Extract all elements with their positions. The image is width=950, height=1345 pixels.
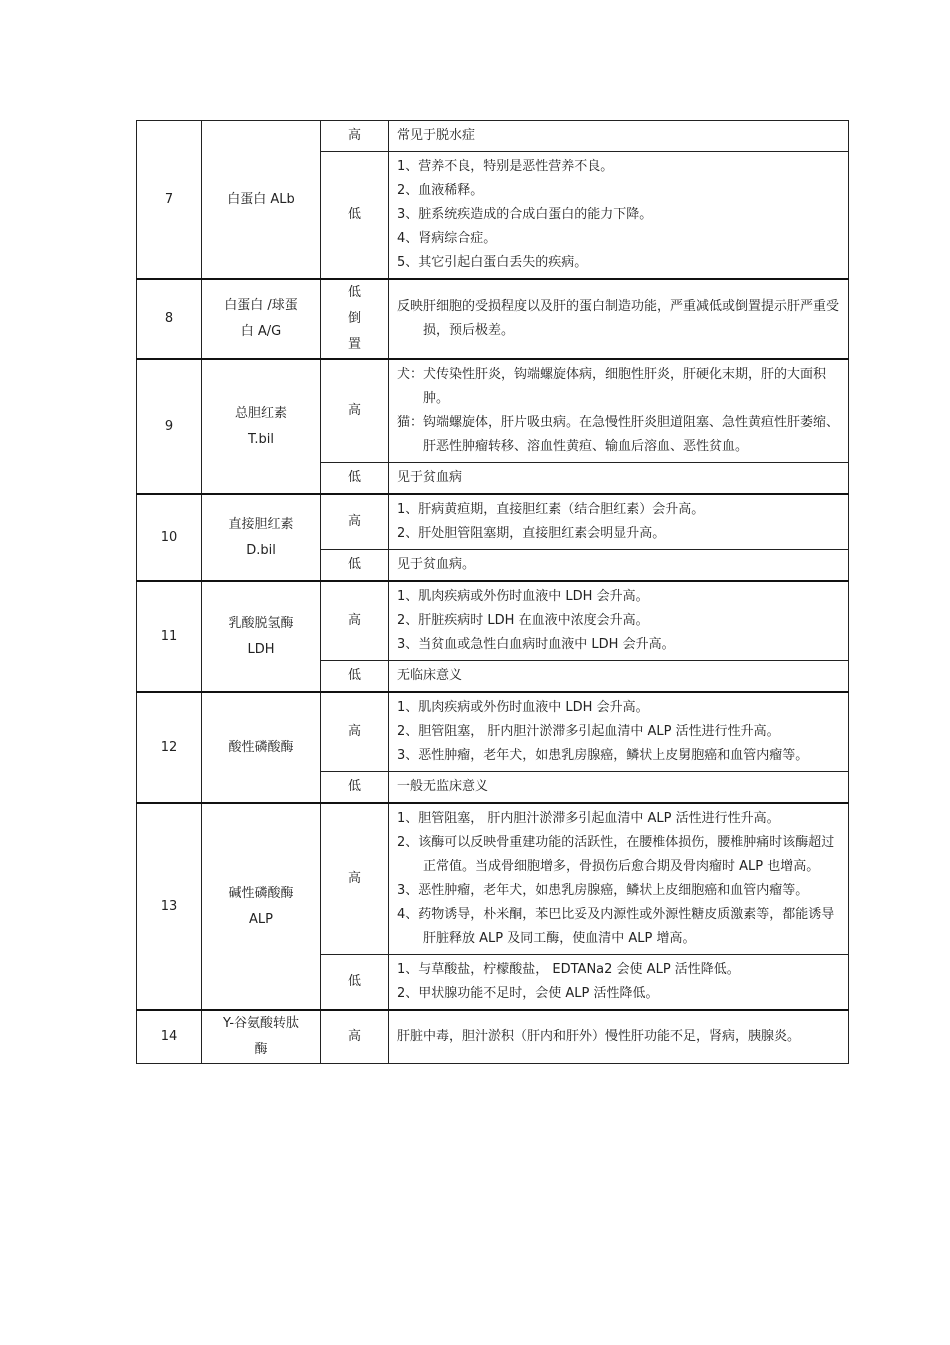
table-row xyxy=(137,581,849,661)
clinical-significance xyxy=(389,463,849,495)
test-name xyxy=(202,494,321,581)
test-name xyxy=(202,581,321,692)
result-level-char: 低 xyxy=(347,207,361,222)
result-level xyxy=(321,463,389,495)
result-level-char: 高 xyxy=(347,871,361,886)
significance-item: 2、肝脏疾病时 LDH 在血液中浓度会升高。 xyxy=(397,613,649,628)
test-name-line: 酸性磷酸酶 xyxy=(228,739,294,755)
clinical-significance xyxy=(389,1010,849,1064)
significance-item: 反映肝细胞的受损程度以及肝的蛋白制造功能，严重减低或倒置提示肝严重受损，预后极差。 xyxy=(397,299,840,338)
test-name-line: Y-谷氨酸转肽 xyxy=(222,1016,300,1031)
significance-item: 常见于脱水症 xyxy=(397,128,476,143)
result-level-char: 高 xyxy=(347,613,361,628)
test-name-line: 酶 xyxy=(254,1042,268,1057)
significance-item: 见于贫血病。 xyxy=(397,557,476,572)
significance-item: 2、该酶可以反映骨重建功能的活跃性，在腰椎体损伤，腰椎肿痛时该酶超过正常值。当成骨细胞增多，骨损伤后愈合期及骨肉瘤时 ALP 也增高。 xyxy=(397,835,835,874)
test-name-line: T.bil xyxy=(247,431,274,447)
clinical-significance xyxy=(389,359,849,463)
result-level xyxy=(321,279,389,359)
significance-item: 5、其它引起白蛋白丢失的疾病。 xyxy=(397,255,588,270)
result-level-char: 低 xyxy=(347,557,361,572)
significance-item: 见于贫血病 xyxy=(397,470,463,485)
result-level xyxy=(321,772,389,804)
test-name-line: 总胆红素 xyxy=(234,405,287,421)
significance-item: 1、营养不良，特别是恶性营养不良。 xyxy=(397,159,614,174)
result-level-char: 倒 xyxy=(347,311,361,326)
result-level-char: 高 xyxy=(347,724,361,739)
significance-item: 猫：钩端螺旋体，肝片吸虫病。在急慢性肝炎胆道阻塞、急性黄疸性肝萎缩、肝恶性肿瘤转移、溶血性黄疸、输血后溶血、恶性贫血。 xyxy=(397,415,840,454)
significance-item: 3、脏系统疾造成的合成白蛋白的能力下降。 xyxy=(397,207,653,222)
result-level-char: 高 xyxy=(347,514,361,529)
result-level-char: 高 xyxy=(347,1029,361,1044)
significance-item: 3、恶性肿瘤，老年犬，如患乳房腺癌，鳞状上皮细胞癌和血管内瘤等。 xyxy=(397,883,809,898)
clinical-significance xyxy=(389,494,849,550)
test-name-line: D.bil xyxy=(246,542,276,558)
result-level xyxy=(321,494,389,550)
result-level-char: 低 xyxy=(347,285,361,300)
test-name xyxy=(202,279,321,359)
significance-item: 1、肝病黄疸期，直接胆红素（结合胆红素）会升高。 xyxy=(397,502,705,517)
clinical-significance xyxy=(389,772,849,804)
test-name-line: ALP xyxy=(249,911,273,927)
item-number: 8 xyxy=(137,279,202,359)
test-name-line: 白 A/G xyxy=(240,324,282,339)
clinical-significance xyxy=(389,550,849,582)
result-level-char: 低 xyxy=(347,779,361,794)
clinical-significance xyxy=(389,803,849,955)
significance-item: 2、甲状腺功能不足时，会使 ALP 活性降低。 xyxy=(397,986,659,1001)
test-name-line: 碱性磷酸酶 xyxy=(228,885,294,901)
result-level xyxy=(321,661,389,693)
result-level xyxy=(321,359,389,463)
item-number: 12 xyxy=(137,692,202,803)
significance-item: 1、胆管阻塞， 肝内胆汁淤滞多引起血清中 ALP 活性进行性升高。 xyxy=(397,811,780,826)
item-number: 11 xyxy=(137,581,202,692)
clinical-significance xyxy=(389,661,849,693)
significance-item: 2、肝处胆管阻塞期，直接胆红素会明显升高。 xyxy=(397,526,666,541)
item-number: 13 xyxy=(137,803,202,1010)
significance-item: 1、肌肉疾病或外伤时血液中 LDH 会升高。 xyxy=(397,589,649,604)
clinical-significance xyxy=(389,581,849,661)
test-name-line: 乳酸脱氢酶 xyxy=(228,615,294,631)
clinical-significance xyxy=(389,279,849,359)
result-level-char: 高 xyxy=(347,128,361,143)
table-row xyxy=(137,121,849,152)
table-row xyxy=(137,494,849,550)
result-level xyxy=(321,1010,389,1064)
clinical-significance xyxy=(389,692,849,772)
significance-item: 无临床意义 xyxy=(397,668,463,683)
item-number: 7 xyxy=(137,121,202,280)
item-number: 14 xyxy=(137,1010,202,1064)
result-level-char: 低 xyxy=(347,668,361,683)
significance-item: 2、血液稀释。 xyxy=(397,183,484,198)
result-level-char: 低 xyxy=(347,974,361,989)
significance-item: 4、肾病综合症。 xyxy=(397,231,497,246)
significance-item: 1、肌肉疾病或外伤时血液中 LDH 会升高。 xyxy=(397,700,649,715)
table-row xyxy=(137,803,849,955)
test-name-line: 白蛋白 /球蛋 xyxy=(224,298,298,313)
test-name-line: LDH xyxy=(247,641,275,657)
significance-item: 犬：犬传染性肝炎，钩端螺旋体病，细胞性肝炎，肝硬化末期，肝的大面积肿。 xyxy=(397,367,827,406)
result-level xyxy=(321,550,389,582)
significance-item: 肝脏中毒，胆汁淤积（肝内和肝外）慢性肝功能不足，肾病，胰腺炎。 xyxy=(397,1029,801,1044)
significance-item: 2、胆管阻塞， 肝内胆汁淤滞多引起血清中 ALP 活性进行性升高。 xyxy=(397,724,780,739)
test-name xyxy=(202,359,321,494)
result-level xyxy=(321,955,389,1011)
test-name-line: 直接胆红素 xyxy=(228,516,294,532)
table-row xyxy=(137,279,849,359)
result-level xyxy=(321,692,389,772)
result-level xyxy=(321,803,389,955)
test-name xyxy=(202,803,321,1010)
table-row xyxy=(137,359,849,463)
significance-item: 4、药物诱导，朴米酮，苯巴比妥及内源性或外源性糖皮质激素等，都能诱导肝脏释放 ALP 及同工酶，使血清中 ALP 增高。 xyxy=(397,907,835,946)
significance-item: 1、与草酸盐，柠檬酸盐， EDTANa2 会使 ALP 活性降低。 xyxy=(397,962,740,977)
significance-item: 3、恶性肿瘤，老年犬，如患乳房腺癌，鳞状上皮舅胞癌和血管内瘤等。 xyxy=(397,748,809,763)
result-level xyxy=(321,152,389,280)
clinical-significance xyxy=(389,121,849,152)
test-name xyxy=(202,1010,321,1064)
clinical-significance xyxy=(389,152,849,280)
item-number: 9 xyxy=(137,359,202,494)
result-level xyxy=(321,581,389,661)
table-body xyxy=(137,121,849,1064)
test-name xyxy=(202,692,321,803)
result-level-char: 高 xyxy=(347,403,361,418)
result-level-char: 低 xyxy=(347,470,361,485)
table-row xyxy=(137,692,849,772)
item-number: 10 xyxy=(137,494,202,581)
clinical-significance xyxy=(389,955,849,1011)
result-level xyxy=(321,121,389,152)
table-row xyxy=(137,1010,849,1064)
test-name-line: 白蛋白 ALb xyxy=(227,191,295,207)
test-name xyxy=(202,121,321,280)
lab-results-table xyxy=(136,120,849,1064)
result-level-char: 置 xyxy=(347,337,361,352)
significance-item: 3、当贫血或急性白血病时血液中 LDH 会升高。 xyxy=(397,637,675,652)
significance-item: 一般无监床意义 xyxy=(397,779,489,794)
